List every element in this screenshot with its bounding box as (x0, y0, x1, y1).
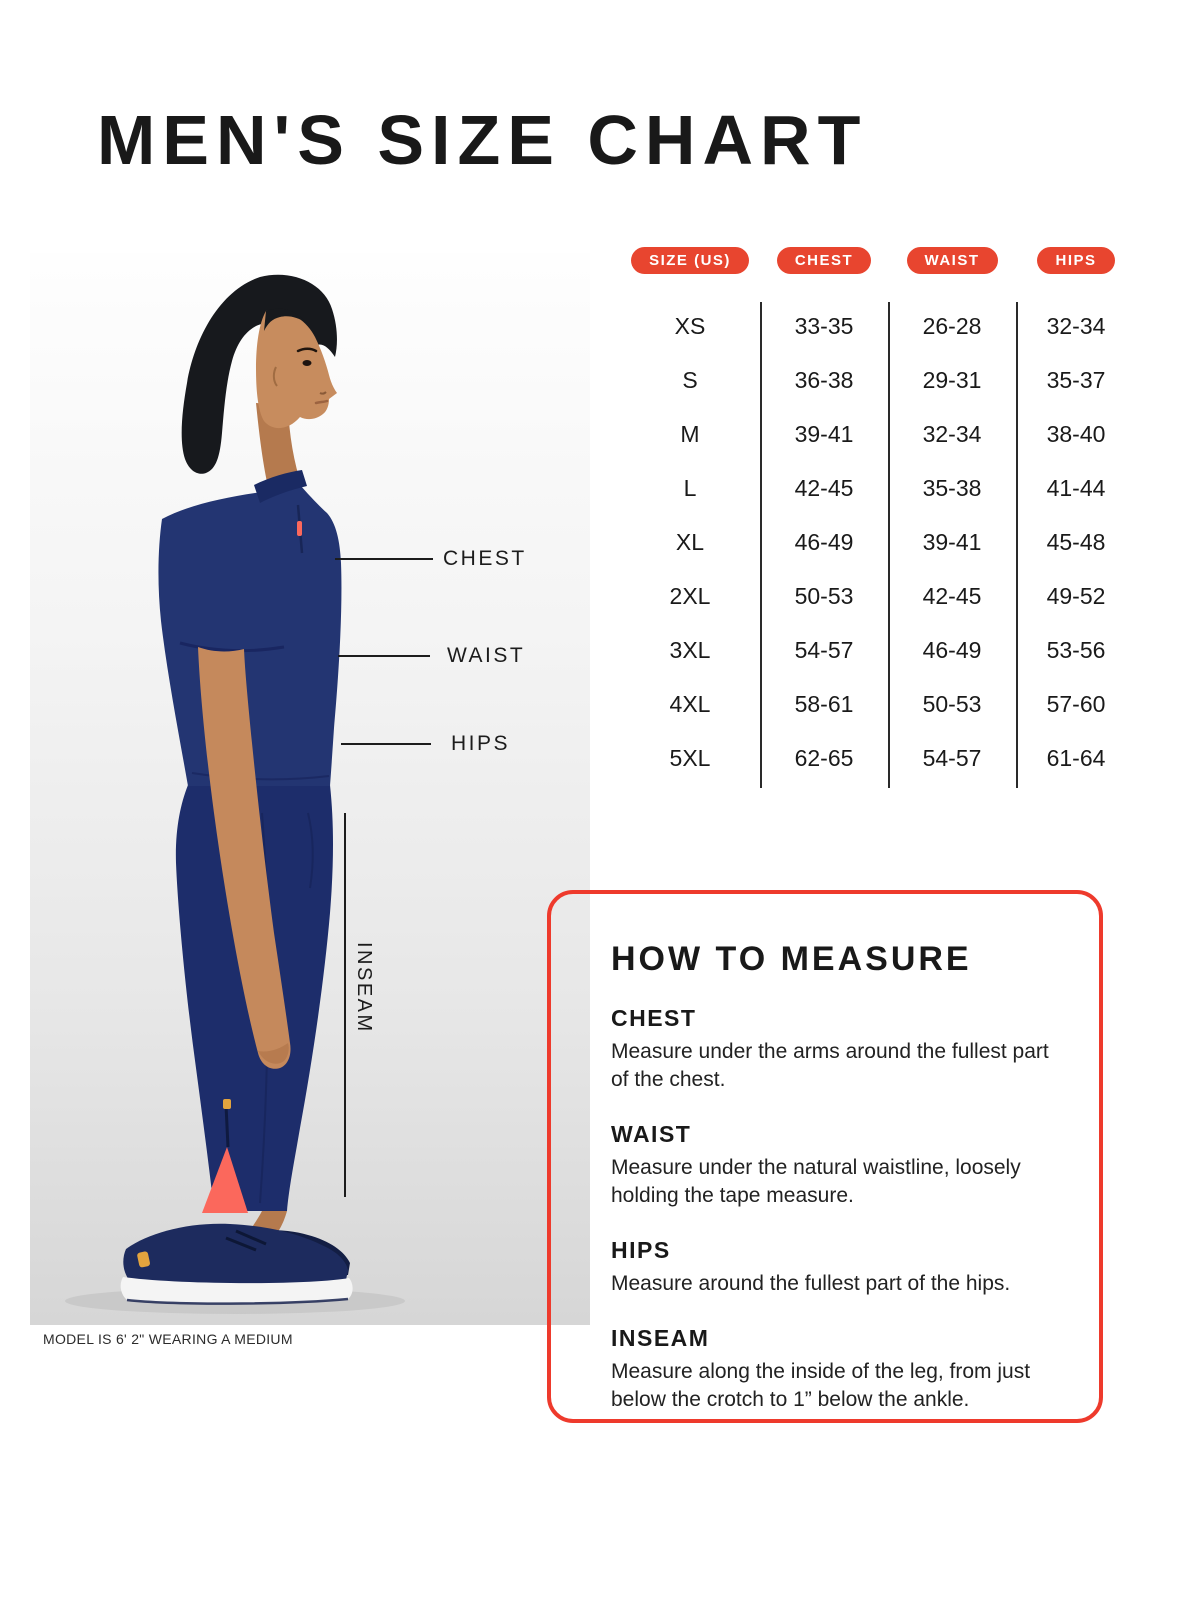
page-title: MEN'S SIZE CHART (97, 101, 868, 179)
size-cell: 5XL (669, 744, 711, 771)
model-caption: MODEL IS 6' 2" WEARING A MEDIUM (43, 1331, 293, 1347)
hips-cell: 45-48 (1046, 528, 1106, 555)
waist-guide-line (338, 655, 430, 657)
chest-guide-label: CHEST (443, 547, 527, 570)
hips-guide-label: HIPS (451, 732, 511, 755)
chest-cell: 54-57 (794, 636, 854, 663)
how-to-measure-title: HOW TO MEASURE (611, 940, 972, 978)
size-table-body (620, 299, 1136, 785)
hips-cell: 35-37 (1046, 366, 1106, 393)
waist-cell: 46-49 (922, 636, 982, 663)
chest-guide-line (335, 558, 433, 560)
measure-heading-waist: WAIST (611, 1121, 692, 1147)
chest-cell: 46-49 (794, 528, 854, 555)
chest-cell: 33-35 (794, 312, 854, 339)
measure-heading-hips: HIPS (611, 1237, 671, 1263)
table-row (620, 515, 1136, 569)
waist-guide-label: WAIST (447, 644, 526, 667)
hips-cell: 32-34 (1046, 312, 1106, 339)
header-pill-waist: WAIST (907, 247, 998, 274)
inseam-guide-line (344, 813, 346, 1197)
size-table-header-row (620, 247, 1136, 274)
hips-cell: 57-60 (1046, 690, 1106, 717)
measure-heading-chest: CHEST (611, 1005, 697, 1031)
hips-guide-line (341, 743, 431, 745)
measure-body-inseam: Measure along the inside of the leg, from just below the crotch to 1” below the ankle. (611, 1360, 1031, 1411)
size-cell: 4XL (669, 690, 711, 717)
waist-cell: 35-38 (922, 474, 982, 501)
hips-cell: 53-56 (1046, 636, 1106, 663)
table-row (620, 731, 1136, 785)
chest-cell: 39-41 (794, 420, 854, 447)
hips-cell: 61-64 (1046, 744, 1106, 771)
table-row (620, 677, 1136, 731)
size-cell: S (682, 366, 698, 393)
how-to-measure-box (547, 890, 1103, 1423)
size-cell: 3XL (669, 636, 711, 663)
measure-body-waist: Measure under the natural waistline, loosely holding the tape measure. (611, 1156, 1021, 1207)
header-pill-size: SIZE (US) (631, 247, 749, 274)
chest-cell: 62-65 (794, 744, 854, 771)
chest-cell: 36-38 (794, 366, 854, 393)
waist-cell: 26-28 (922, 312, 982, 339)
waist-cell: 42-45 (922, 582, 982, 609)
table-row (620, 407, 1136, 461)
waist-cell: 29-31 (922, 366, 982, 393)
model-photo (30, 253, 590, 1325)
table-row (620, 299, 1136, 353)
size-cell: XL (675, 528, 705, 555)
measure-body-hips: Measure around the fullest part of the hips. (611, 1272, 1011, 1295)
size-cell: L (683, 474, 697, 501)
hips-cell: 49-52 (1046, 582, 1106, 609)
size-cell: 2XL (669, 582, 711, 609)
table-row (620, 461, 1136, 515)
measure-heading-inseam: INSEAM (611, 1325, 710, 1351)
hips-cell: 41-44 (1046, 474, 1106, 501)
table-row (620, 353, 1136, 407)
hips-cell: 38-40 (1046, 420, 1106, 447)
waist-cell: 54-57 (922, 744, 982, 771)
measure-body-chest: Measure under the arms around the fullest part of the chest. (611, 1040, 1049, 1091)
inseam-guide-label: INSEAM (353, 942, 375, 1034)
header-pill-chest: CHEST (777, 247, 871, 274)
table-row (620, 569, 1136, 623)
model-illustration (30, 253, 590, 1325)
size-table (620, 240, 1136, 790)
size-cell: M (680, 420, 700, 447)
size-cell: XS (674, 312, 706, 339)
waist-cell: 50-53 (922, 690, 982, 717)
table-row (620, 623, 1136, 677)
chest-cell: 50-53 (794, 582, 854, 609)
waist-cell: 39-41 (922, 528, 982, 555)
waist-cell: 32-34 (922, 420, 982, 447)
chest-cell: 42-45 (794, 474, 854, 501)
header-pill-hips: HIPS (1037, 247, 1114, 274)
chest-cell: 58-61 (794, 690, 854, 717)
